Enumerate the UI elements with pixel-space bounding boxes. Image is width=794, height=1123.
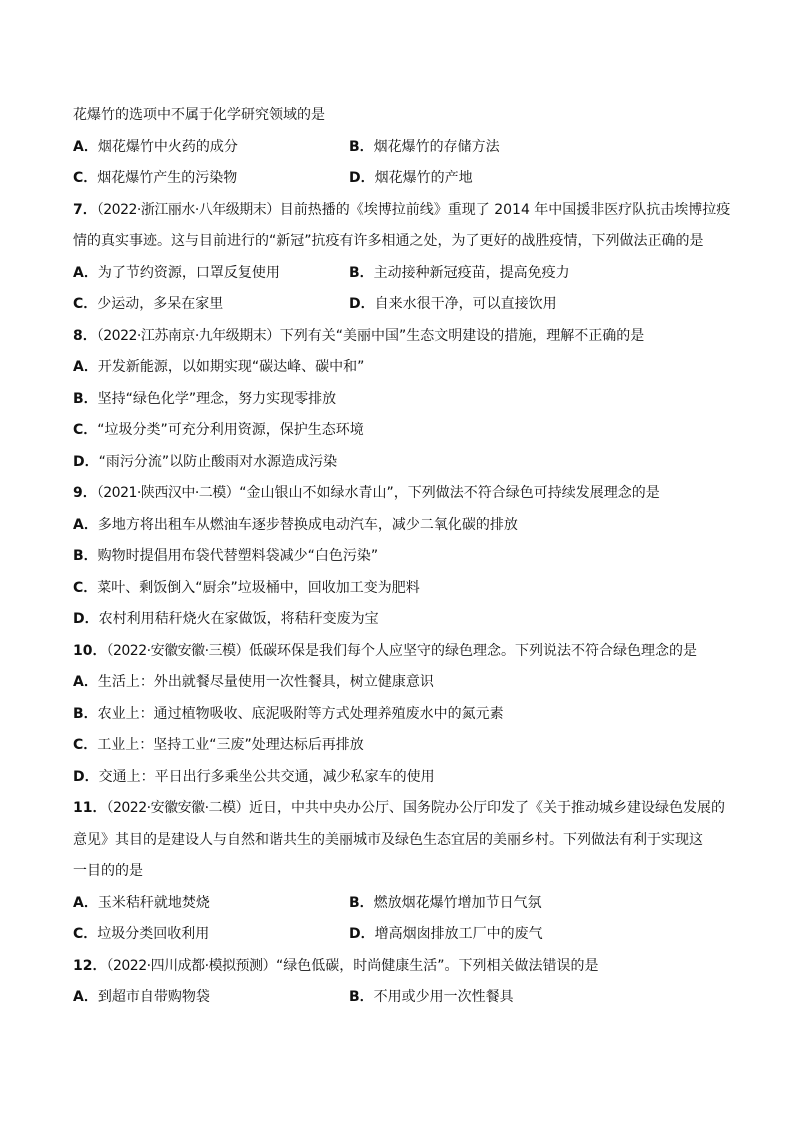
q7-options-row-1 [73,258,733,290]
option-letter: D． [349,296,375,312]
option-text: 农村利用秸秆烧火在家做饭，将秸秆变废为宝 [98,611,379,627]
option-text: 烟花爆竹中火药的成分 [97,138,238,155]
q6-stem-tail [73,100,733,132]
option-text: “雨污分流”以防止酸雨对水源造成污染 [98,453,338,470]
q11-stem-line-3 [73,856,733,888]
option-text: “垃圾分类”可充分利用资源，保护生态环境 [97,422,364,438]
option-letter: A． [73,264,98,281]
q9-option-b [73,541,733,573]
q11-option-d [349,919,733,951]
q8-option-d [73,447,733,479]
option-letter: C． [73,926,98,942]
q10-option-a [73,667,733,699]
option-letter: D． [73,611,99,627]
option-letter: D． [73,453,99,470]
q9-stem-line-1 [73,478,733,510]
option-letter: C． [73,422,98,438]
option-text: 农业上：通过植物吸收、底泥吸附等方式处理养殖废水中的氮元素 [97,705,504,722]
option-letter: B． [349,138,374,155]
q11-stem-line-2 [73,825,733,857]
option-letter: B． [73,390,98,407]
q7-option-c [73,289,349,321]
question-source: （2022·安徽安徽·二模） [106,800,250,816]
option-letter: C． [73,170,98,186]
question-text: 下列有关“美丽中国”生态文明建设的措施，理解不正确的是 [279,327,645,344]
option-text: 多地方将出租车从燃油车逐步替换成电动汽车，减少二氧化碳的排放 [97,516,518,533]
q12-option-a [73,982,349,1014]
question-text: “绿色低碳，时尚健康生活”。下列相关做法错误的是 [276,957,599,974]
q6-option-b [349,132,733,164]
option-letter: A． [73,989,98,1005]
q12-option-b [349,982,733,1014]
q8-stem-line-1 [73,321,733,353]
q7-option-a [73,258,349,290]
question-source: （2022·安徽安徽·三模） [106,642,250,659]
q8-option-b [73,384,733,416]
question-text: 意见》其目的是建设人与自然和谐共生的美丽城市及绿色生态宜居的美丽乡村。下列做法有利于实现这 [73,831,703,848]
q7-option-d [349,289,733,321]
option-text: 少运动，多呆在家里 [97,296,224,312]
q6-option-a [73,132,349,164]
option-text: 菜叶、剩饭倒入“厨余”垃圾桶中，回收加工变为肥料 [97,579,420,596]
option-letter: A． [73,138,98,155]
question-text: “金山银山不如绿水青山”，下列做法不符合绿色可持续发展理念的是 [239,485,660,501]
option-text: 燃放烟花爆竹增加节日气氛 [373,894,542,911]
q6-options-row-1 [73,132,733,164]
q7-stem-line-2 [73,226,733,258]
q8-option-a [73,352,733,384]
option-letter: B． [349,989,374,1005]
option-letter: B． [349,264,374,281]
q9-option-d [73,604,733,636]
option-text: 坚持“绿色化学”理念，努力实现零排放 [97,390,337,407]
q9-option-c [73,573,733,605]
q8-option-c [73,415,733,447]
option-text: 主动接种新冠疫苗，提高免疫力 [373,264,570,281]
option-text: 生活上：外出就餐尽量使用一次性餐具，树立健康意识 [97,674,434,690]
q6-options-row-2 [73,163,733,195]
question-text: 一目的的是 [73,863,143,879]
question-number: 7． [73,201,97,218]
q7-option-b [349,258,733,290]
q11-options-row-1 [73,888,733,920]
option-letter: B． [73,705,98,722]
option-text: 开发新能源，以如期实现“碳达峰、碳中和” [97,359,365,375]
option-letter: C． [73,296,98,312]
q11-stem-line-1 [73,793,733,825]
question-source: （2022·江苏南京·九年级期末） [96,327,280,344]
option-letter: D． [73,768,99,785]
option-letter: A． [73,516,98,533]
question-source: （2021·陕西汉中·二模） [96,485,240,501]
q10-option-d [73,762,733,794]
question-source: （2022·四川成都·模拟预测） [106,957,277,974]
q11-option-a [73,888,349,920]
option-text: 增高烟囱排放工厂中的废气 [374,926,543,942]
option-text: 烟花爆竹的产地 [374,170,473,186]
option-text: 烟花爆竹的存储方法 [373,138,500,155]
option-text: 工业上：坚持工业“三废”处理达标后再排放 [97,737,364,753]
question-list [73,100,733,1014]
option-text: 到超市自带购物袋 [97,989,210,1005]
q6-stem-text: 花爆竹的选项中不属于化学研究领域的是 [73,107,325,123]
q9-option-a [73,510,733,542]
option-letter: D． [349,170,375,186]
option-text: 购物时提倡用布袋代替塑料袋减少“白色污染” [97,548,379,564]
q11-option-b [349,888,733,920]
option-letter: C． [73,737,98,753]
option-text: 自来水很干净，可以直接饮用 [374,296,557,312]
q7-options-row-2 [73,289,733,321]
q12-options-row-1 [73,982,733,1014]
question-number: 10． [73,642,107,659]
q10-option-b [73,699,733,731]
option-text: 玉米秸秆就地焚烧 [97,894,210,911]
option-text: 不用或少用一次性餐具 [373,989,514,1005]
q11-option-c [73,919,349,951]
option-letter: A． [73,674,98,690]
option-text: 烟花爆竹产生的污染物 [97,170,238,186]
option-letter: B． [349,894,374,911]
question-number: 11． [73,800,107,816]
option-letter: D． [349,926,375,942]
q11-options-row-2 [73,919,733,951]
question-source: （2022·浙江丽水·八年级期末） [96,201,280,218]
option-text: 交通上：平日出行多乘坐公共交通，减少私家车的使用 [98,768,435,785]
question-text: 低碳环保是我们每个人应坚守的绿色理念。下列说法不符合绿色理念的是 [249,642,698,659]
option-letter: A． [73,359,98,375]
option-letter: A． [73,894,98,911]
question-text: 近日，中共中央办公厅、国务院办公厅印发了《关于推动城乡建设绿色发展的 [249,800,726,816]
option-text: 垃圾分类回收利用 [97,926,210,942]
q6-option-d [349,163,733,195]
option-text: 为了节约资源，口罩反复使用 [97,264,280,281]
question-text: 目前热播的《埃博拉前线》重现了 2014 年中国援非医疗队抗击埃博拉疫 [279,201,731,218]
question-text: 情的真实事迹。这与目前进行的“新冠”抗疫有许多相通之处，为了更好的战胜疫情，下列做法正确的是 [73,233,704,249]
question-number: 8． [73,327,97,344]
q10-stem-line-1 [73,636,733,668]
q12-stem-line-1 [73,951,733,983]
q6-option-c [73,163,349,195]
option-letter: C． [73,579,98,596]
q10-option-c [73,730,733,762]
q7-stem-line-1 [73,195,733,227]
option-letter: B． [73,548,98,564]
question-number: 12． [73,957,107,974]
question-number: 9． [73,485,97,501]
